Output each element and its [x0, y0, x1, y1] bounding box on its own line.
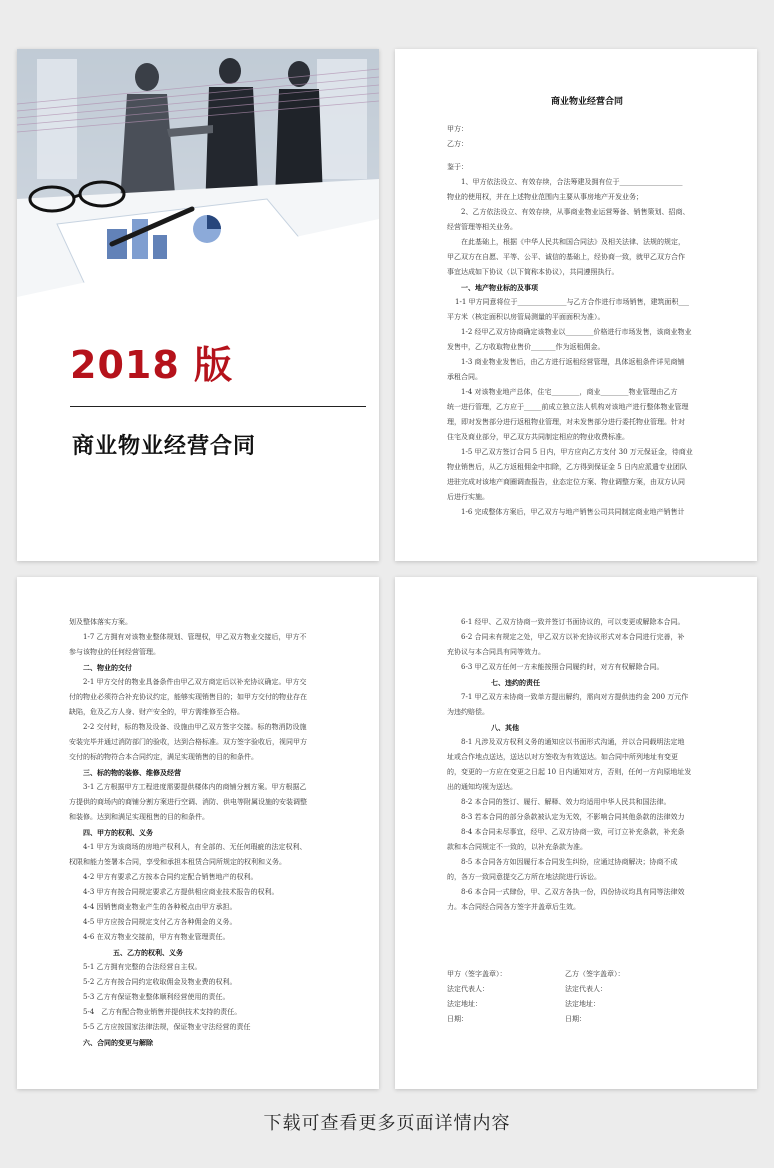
signature-row — [447, 997, 727, 1012]
party-a-signature-field: 法定代表人： — [447, 985, 489, 993]
cover-title: 商业物业经营合同 — [72, 434, 257, 459]
section-heading: 三、标的物的装修、维修及经营 — [83, 768, 181, 777]
paragraph-line: 4-2 甲方有要求乙方按本合同约定配合销售地产的权利。 — [83, 873, 258, 881]
section-heading: 六、合同的变更与解除 — [83, 1038, 153, 1047]
paragraph-line: 5-5 乙方应按国家法律法规，保证物业守法经营的责任 — [83, 1023, 251, 1031]
contract-page-1 — [395, 49, 757, 561]
signature-block — [447, 967, 727, 1027]
paragraph-line: 安装完毕并通过消防部门的验收，达到合格标准。双方签字验收后，视同甲方 — [69, 738, 307, 746]
paragraph-line: 物业的使用权，并在上述物业范围内主要从事房地产开发业务； — [447, 193, 643, 201]
paragraph-line: 1-7 乙方拥有对该物业整体规划、管理权，甲乙双方物业交接后，甲方不 — [83, 633, 307, 641]
party-a-signature-field: 甲方（签字盖章）： — [447, 970, 507, 978]
paragraph-line: 参与该物业的任何经营管理。 — [69, 648, 160, 656]
party-b-signature-field: 法定代表人： — [565, 985, 607, 993]
party-a-signature-field: 法定地址： — [447, 1000, 482, 1008]
section-heading: 七、违约的责任 — [491, 678, 540, 687]
page-2-paragraphs — [69, 615, 349, 1050]
paragraph-line: 1-3 商业物业发售后，由乙方进行返租经营管理，具体返租条件详见商铺 — [461, 358, 685, 366]
contract-page-2 — [17, 577, 379, 1089]
cover-page — [17, 49, 379, 561]
paragraph-line: 6-3 甲乙双方任何一方未能按照合同履约时，对方有权解除合同。 — [461, 663, 664, 671]
paragraph-line: 8-4 本合同未尽事宜，经甲、乙双方协商一致，可订立补充条款，补充条 — [461, 828, 685, 836]
paragraph-line: 事宜达成如下协议（以下简称本协议），共同遵照执行。 — [447, 268, 619, 276]
party-b-field: 乙方： — [447, 140, 468, 148]
paragraph-line: 统一进行管理，乙方应于_____前成立独立法人机构对该地产进行整体物业管理 — [447, 403, 689, 411]
section-heading: 四、甲方的权利、义务 — [83, 828, 153, 837]
party-b-signature-field: 法定地址： — [565, 1000, 600, 1008]
paragraph-line: 住宅及商业部分，甲乙双方共同制定相应的物业收费标准。 — [447, 433, 629, 441]
paragraph-line: 在此基础上，根据《中华人民共和国合同法》及相关法律、法规的规定， — [461, 238, 685, 246]
paragraph-line: 5-1 乙方拥有完整的合法经营自主权。 — [83, 963, 202, 971]
paragraph-line: 划及整体落实方案。 — [69, 618, 132, 626]
paragraph-line: 款和本合同规定不一致的，以补充条款为准。 — [447, 843, 587, 851]
paragraph-line: 8-6 本合同一式肆份，甲、乙双方各执一份，四份协议均具有同等法律效 — [461, 888, 685, 896]
signature-row — [447, 967, 727, 982]
signature-row — [447, 1012, 727, 1027]
paragraph-line: 方提供的商场内的商铺分割方案进行空调、消防、供电等附属设施的安装调整 — [69, 798, 307, 806]
page-1-body — [447, 49, 727, 520]
party-b-signature-field: 日期： — [565, 1015, 586, 1023]
paragraph-line: 8-5 本合同各方如因履行本合同发生纠纷，应通过协商解决；协商不成 — [461, 858, 678, 866]
paragraph-line: 6-2 合同未有规定之处，甲乙双方以补充协议形式对本合同进行完善，补 — [461, 633, 685, 641]
paragraph-line: 8-1 凡涉及双方权利义务的通知应以书面形式沟通，并以合同载明法定地 — [461, 738, 685, 746]
section-heading: 五、乙方的权利、义务 — [113, 948, 183, 957]
paragraph-line: 1-6 完成整体方案后，甲乙双方与地产销售公司共同制定商业地产销售计 — [461, 508, 685, 516]
paragraph-line: 1-5 甲乙双方签订合同 5 日内，甲方应向乙方支付 30 万元保证金，待商业 — [461, 448, 693, 456]
paragraph-line: 5-2 乙方有按合同约定收取佣金及物业费的权利。 — [83, 978, 237, 986]
paragraph-line: 缺陷，危及乙方人身、财产安全的，甲方需维修至合格。 — [69, 708, 244, 716]
recital-heading: 鉴于： — [447, 163, 468, 171]
paragraph-line: 7-1 甲乙双方未协商一致单方提出解约，需向对方提供违约金 200 万元作 — [461, 693, 689, 701]
page-3-paragraphs — [447, 615, 727, 915]
paragraph-line: 后进行实施。 — [447, 493, 489, 501]
paragraph-line: 5-4 乙方有配合物业销售并提供技术支持的责任。 — [83, 1008, 242, 1016]
paragraph-line: 2、乙方依法设立、有效存续，从事商业物业运营筹备、销售策划、招商、 — [461, 208, 690, 216]
edition-label: 2018 版 — [70, 343, 233, 387]
page-3-body — [447, 615, 727, 1027]
paragraph-line: 出的通知均视为送达。 — [447, 783, 517, 791]
party-a-field: 甲方： — [447, 125, 468, 133]
paragraph-line: 为违约赔偿。 — [447, 708, 489, 716]
party-b-signature-field: 乙方（签字盖章）： — [565, 970, 625, 978]
paragraph-line: 交付的标的物符合本合同约定，满足实现销售的目的和条件。 — [69, 753, 258, 761]
paragraph-line: 3-1 乙方根据甲方工程进度需要提供楼体内的商铺分割方案。甲方根据乙 — [83, 783, 307, 791]
page-1-paragraphs — [447, 175, 727, 520]
paragraph-line: 的，各方一致同意提交乙方所在地法院进行诉讼。 — [447, 873, 601, 881]
paragraph-line: 付的物业必须符合补充协议约定，能够实现销售目的；如甲方交付的物业存在 — [69, 693, 307, 701]
contract-page-3 — [395, 577, 757, 1089]
section-heading: 二、物业的交付 — [83, 663, 132, 672]
paragraph-line: 进驻完成对该地产商圈调查报告，业态定位方案、物业调整方案，由双方认同 — [447, 478, 685, 486]
paragraph-line: 经营管理等相关业务。 — [447, 223, 517, 231]
paragraph-line: 1-2 经甲乙双方协商确定该物业以________价格进行市场发售，该商业物业 — [461, 328, 692, 336]
paragraph-line: 理，即对发售部分进行返租物业管理，对未发售部分进行委托物业管理。针对 — [447, 418, 685, 426]
paragraph-line: 承租合同。 — [447, 373, 482, 381]
business-meeting-image — [17, 49, 379, 297]
paragraph-line: 1-1 甲方同意将位于______________与乙方合作进行市场销售，建筑面积___ — [455, 298, 689, 306]
paragraph-line: 2-1 甲方交付的物业具备条件由甲乙双方商定后以补充协议确定。甲方交 — [83, 678, 307, 686]
paragraph-line: 8-2 本合同的签订、履行、解释、效力均适用中华人民共和国法律。 — [461, 798, 671, 806]
paragraph-line: 和装修。达到和满足实现租售的目的和条件。 — [69, 813, 209, 821]
paragraph-line: 4-5 甲方应按合同规定支付乙方各种佣金的义务。 — [83, 918, 237, 926]
section-heading: 八、其他 — [491, 723, 519, 732]
paragraph-line: 的，变更的一方应在变更之日起 10 日内通知对方，否则，任何一方向原地址发 — [447, 768, 692, 776]
contract-title: 商业物业经营合同 — [550, 97, 623, 107]
paragraph-line: 权限和能力签署本合同，享受和承担本租赁合同所规定的权利和义务。 — [69, 858, 286, 866]
paragraph-line: 4-3 甲方有按合同规定要求乙方提供相应商业技术报告的权利。 — [83, 888, 279, 896]
paragraph-line: 址或合作地点送达，送达以对方签收为有效送达。如合同中所列地址有变更 — [447, 753, 678, 761]
download-more-caption: 下载可查看更多页面详情内容 — [263, 1113, 511, 1134]
cover-photo — [17, 49, 379, 297]
paragraph-line: 6-1 经甲、乙双方协商一致并签订书面协议的，可以变更或解除本合同。 — [461, 618, 685, 626]
paragraph-line: 8-3 若本合同的部分条款被认定为无效，不影响合同其他条款的法律效力 — [461, 813, 685, 821]
signature-row — [447, 982, 727, 997]
paragraph-line: 1、甲方依法设立、有效存续，合法筹建及拥有位于__________________ — [461, 178, 683, 186]
paragraph-line: 2-2 交付时，标的物及设备、设施由甲乙双方签字交接。标的物消防设施 — [83, 723, 307, 731]
divider — [70, 406, 366, 407]
paragraph-line: 充协议与本合同具有同等效力。 — [447, 648, 545, 656]
section-heading: 一、地产物业标的及事项 — [461, 283, 538, 292]
paragraph-line: 力。本合同经合同各方签字并盖章后生效。 — [447, 903, 580, 911]
paragraph-line: 5-3 乙方有保证物业整体顺利经营使用的责任。 — [83, 993, 230, 1001]
paragraph-line: 1-4 对该物业地产总体，住宅________，商业________物业管理由乙方 — [461, 388, 678, 396]
paragraph-line: 甲乙双方在自愿、平等、公平、诚信的基础上，经协商一致，就甲乙双方合作 — [447, 253, 685, 261]
paragraph-line: 4-4 因销售商业物业产生的各种税点由甲方承担。 — [83, 903, 237, 911]
party-a-signature-field: 日期： — [447, 1015, 468, 1023]
paragraph-line: 物业销售后，从乙方返租佣金中扣除，乙方得到保证金 5 日内应派遣专业团队 — [447, 463, 687, 471]
paragraph-line: 4-6 在双方物业交接前，甲方有物业管理责任。 — [83, 933, 230, 941]
paragraph-line: 发售中，乙方收取物业售价_______作为返租佣金。 — [447, 343, 605, 351]
paragraph-line: 平方米（核定面积以房管局测量的平面面积为准）。 — [447, 313, 605, 321]
page-2-body — [69, 615, 349, 1050]
paragraph-line: 4-1 甲方为该商场的房地产权利人，有全部的、无任何瑕疵的法定权利、 — [83, 843, 307, 851]
